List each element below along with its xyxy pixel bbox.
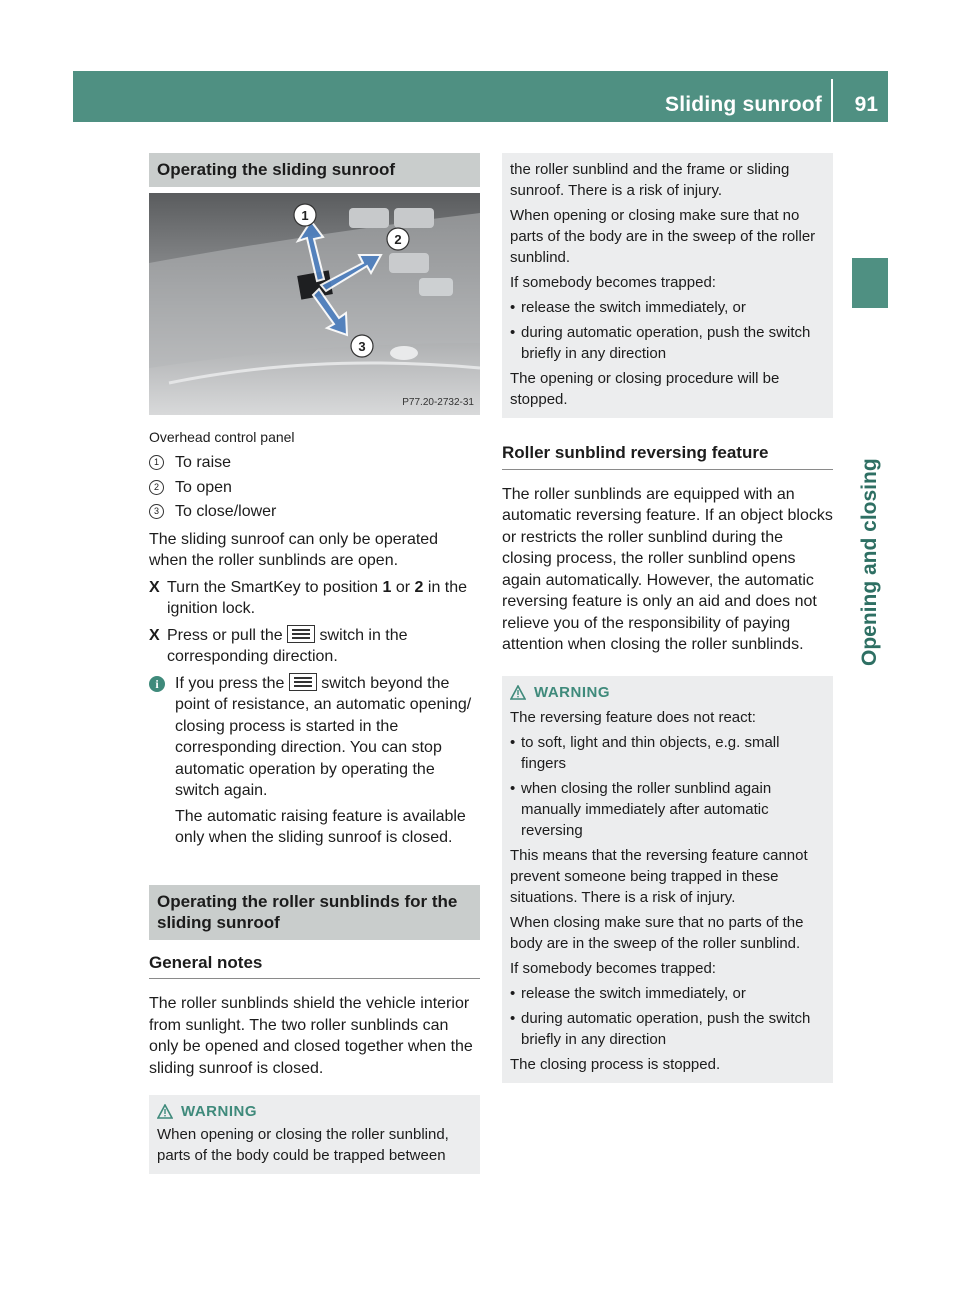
subhead-general-notes: General notes — [149, 952, 480, 980]
step-turn-key: X Turn the SmartKey to position 1 or 2 in the ignition lock. — [149, 578, 468, 617]
warning-continuation-box: the roller sunblind and the frame or sliding sunroof. There is a risk of injury. When opening or closing make sure that no parts of the body are in the sweep of the roller sunblind. If somebody becomes trapped: • release the switch immediately, or • during automatic operation, push the switch briefly in any direction The opening or closing procedure will be stopped. — [502, 153, 833, 418]
section-title-sunblinds: Operating the roller sunblinds for the sliding sunroof — [149, 885, 480, 940]
overhead-panel-illustration — [149, 193, 480, 415]
callout-3: 3 — [358, 338, 366, 354]
chapter-tab — [852, 258, 888, 308]
warning-box — [149, 1095, 480, 1174]
bullet-item: • release the switch immediately, or — [510, 299, 746, 316]
left-column — [149, 153, 480, 1174]
sunroof-switch-icon — [287, 625, 315, 643]
step-marker-icon: X — [149, 626, 160, 644]
subhead-reversing-feature: Roller sunblind reversing feature — [502, 442, 833, 470]
general-notes-text: The roller sunblinds shield the vehicle interior from sunlight. The two roller sunblinds can only be opened and closed together when the sliding sunroof is closed. — [149, 995, 473, 1077]
bullet-item: • during automatic operation, push the switch briefly in any direction — [510, 1009, 811, 1048]
warning-title: WARNING — [157, 1101, 472, 1122]
bullet-item: • to soft, light and thin objects, e.g. small fingers — [510, 733, 780, 772]
image-caption: Overhead control panel — [149, 428, 295, 445]
warning-title: WARNING — [510, 682, 825, 703]
right-column — [502, 153, 833, 1083]
warning-box-reversing: WARNING The reversing feature does not react: • to soft, light and thin objects, e.g. small fingers • when closing the roller sunblind again manually immediately after automatic reversing This means that the reversing feature cannot prevent someone being trapped in these situations. There is a risk of injury. When closing make sure that no parts of the body are in the sweep of the roller sunblind. If somebody becomes trapped: • release the switch immediately, or • during automatic operation, push the switch briefly in any direction The closing process is stopped. — [502, 676, 833, 1083]
step-marker-icon: X — [149, 578, 160, 596]
legend-item: 1 To raise — [149, 452, 480, 474]
bullet-item: • during automatic operation, push the switch briefly in any direction — [510, 324, 811, 362]
warning-icon — [157, 1104, 173, 1119]
reversing-text: The roller sunblinds are equipped with an automatic reversing feature. If an object blocks or restricts the roller sunblind during the closing process, the roller sunblind opens again automatically. However, the automatic reversing feature is only an aid and does not relieve you of the responsibility of paying attention when closing the roller sunblinds. — [502, 485, 833, 653]
section-title-sunroof: Operating the sliding sunroof — [149, 153, 480, 187]
overhead-panel-photo — [149, 193, 480, 415]
callout-2: 2 — [394, 231, 402, 247]
info-icon: i — [149, 676, 165, 692]
warning-text: When opening or closing the roller sunblind, parts of the body could be trapped between — [157, 1126, 449, 1164]
bullet-item: • when closing the roller sunblind again manually immediately after automatic reversing — [510, 779, 772, 839]
header-title: Sliding sunroof — [665, 93, 822, 116]
warning-icon — [510, 685, 526, 700]
legend-item: 2 To open — [149, 477, 480, 499]
callout-1: 1 — [301, 207, 309, 223]
page-header — [73, 71, 888, 122]
step-press-switch: X Press or pull the switch in the corresponding direction. — [149, 626, 408, 665]
intro-text: The sliding sunroof can only be operated when the roller sunblinds are open. — [149, 530, 439, 569]
chapter-label: Opening and closing — [858, 458, 881, 666]
sunroof-switch-icon — [289, 673, 317, 691]
legend-item: 3 To close/lower — [149, 501, 480, 523]
header-divider — [831, 79, 833, 122]
image-code: P77.20-2732-31 — [402, 396, 474, 408]
page-number: 91 — [854, 93, 878, 116]
info-note: i If you press the switch beyond the point of resistance, an automatic opening/ closing process is started in the corresponding direction. You can stop automatic operation by operating the switch again. The automatic raising feature is available only when the sliding sunroof is closed. — [149, 673, 480, 849]
bullet-item: • release the switch immediately, or — [510, 984, 746, 1002]
